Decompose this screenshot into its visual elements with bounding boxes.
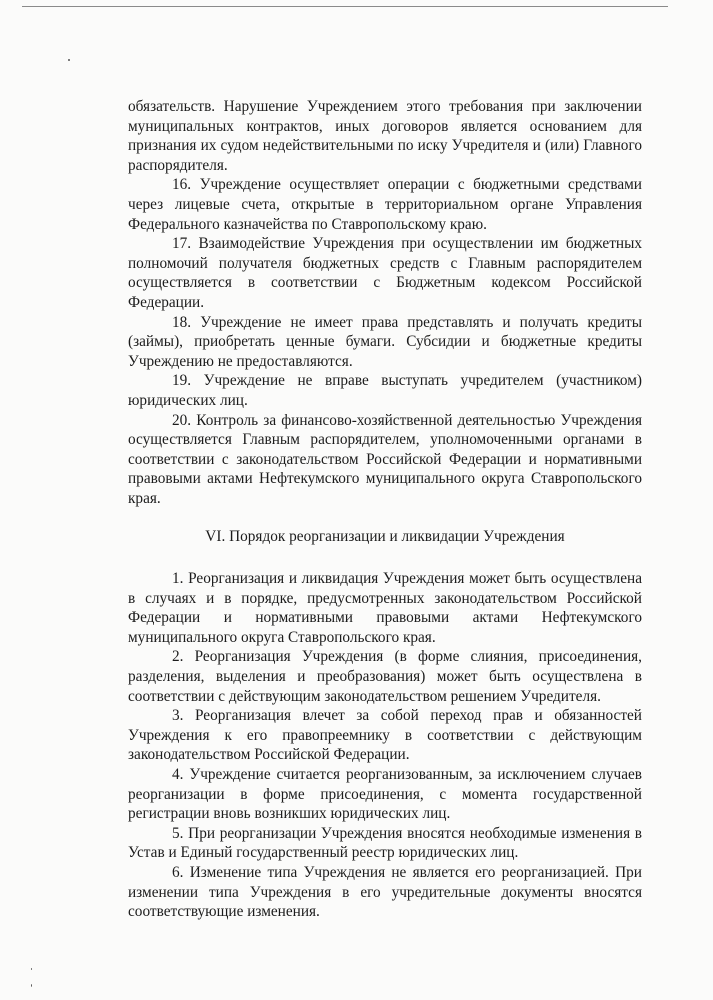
scan-speck	[31, 968, 32, 970]
paragraph-15-continuation: обязательств. Нарушение Учреждением этого требования при заключении муниципальных контрактов, иных договоров является основанием для признания их судом недействительными по иску Учредителя и (или) Главного распорядителя.	[128, 98, 642, 174]
section-6-paragraph-1: 1. Реорганизация и ликвидация Учреждения может быть осуществлена в случаях и в порядке, предусмотренных законодательством Российской Федерации и нормативными правовыми актами Нефтекумского муниципального округа Ставропольского края.	[128, 570, 642, 646]
paragraph-16: 16. Учреждение осуществляет операции с бюджетными средствами через лицевые счета, открытые в территориальном органе Управления Федерального казначейства по Ставропольскому краю.	[128, 176, 642, 233]
scan-speck	[31, 984, 32, 987]
section-6-paragraph-4: 4. Учреждение считается реорганизованным, за исключением случаев реорганизации в форме присоединения, с момента государственной регистрации вновь возникших юридических лиц.	[128, 766, 642, 823]
document-page	[128, 97, 642, 922]
section-6-heading: VI. Порядок реорганизации и ликвидации Учреждения	[205, 528, 565, 546]
section-6-paragraph-2: 2. Реорганизация Учреждения (в форме слияния, присоединения, разделения, выделения и преобразования) может быть осуществлена в соответствии с действующим законодательством решением Учредителя.	[128, 648, 642, 705]
section-6-paragraph-5: 5. При реорганизации Учреждения вносятся необходимые изменения в Устав и Единый государственный реестр юридических лиц.	[128, 824, 642, 862]
paragraph-17: 17. Взаимодействие Учреждения при осуществлении им бюджетных полномочий получателя бюджетных средств с Главным распорядителем осуществляется в соответствии с Бюджетным кодексом Российской Федерации.	[128, 235, 642, 311]
section-6-paragraph-6: 6. Изменение типа Учреждения не является его реорганизацией. При изменении типа Учреждения в его учредительные документы вносятся соответствующие изменения.	[128, 863, 642, 921]
scan-speck	[68, 59, 70, 61]
paragraph-19: 19. Учреждение не вправе выступать учредителем (участником) юридических лиц.	[128, 372, 642, 409]
scan-top-edge	[22, 6, 668, 7]
paragraph-20: 20. Контроль за финансово-хозяйственной деятельностью Учреждения осуществляется Главным распорядителем, уполномоченными органами в соответствии с законодательством Российской Федерации и нормативными правовыми актами Нефтекумского муниципального округа Ставропольского края.	[128, 411, 642, 507]
paragraph-18: 18. Учреждение не имеет права представлять и получать кредиты (займы), приобретать ценные бумаги. Субсидии и бюджетные кредиты Учреждению не предоставляются.	[128, 313, 642, 370]
section-6-paragraph-3: 3. Реорганизация влечет за собой переход прав и обязанностей Учреждения к его правопреемнику в соответствии с действующим законодательством Российской Федерации.	[128, 707, 642, 764]
